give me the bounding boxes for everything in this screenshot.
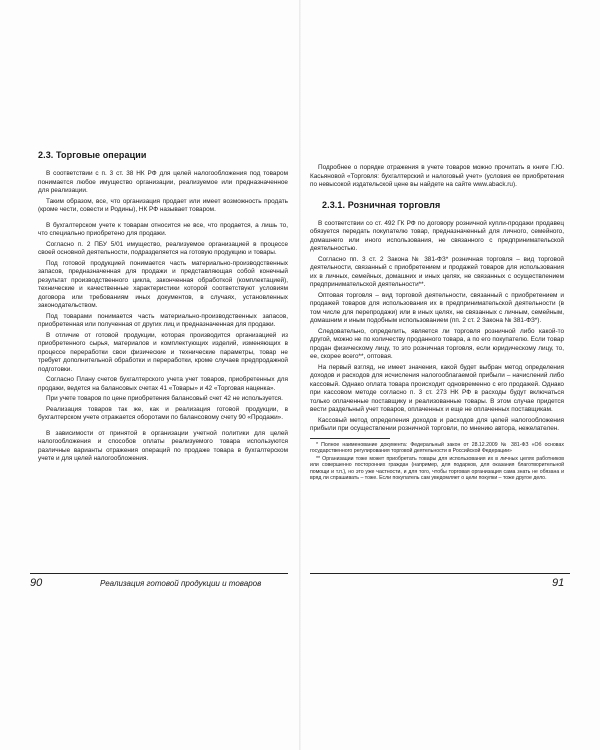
running-title: Реализация готовой продукции и товаров — [100, 579, 262, 588]
right-page — [310, 140, 564, 483]
footnote: * Полное наименование документа: Федеральный закон от 28.12.2009 № 381-ФЗ «Об основах государственного регулирования торговой деятельности в Российской Федерации» — [310, 441, 564, 455]
paragraph: Согласно Плану счетов бухгалтерского учета учет товаров, приобретенных для продажи, ведется на балансовых счетах 41 «Товары» и 42 «Торговая наценка». — [38, 376, 288, 392]
footnote-rule — [310, 438, 390, 439]
paragraph: В соответствии со ст. 492 ГК РФ по договору розничной купли-продажи продавец обязуется передать покупателю товар, предназначенный для личного, семейного, домашнего или иного использования, не связанного с предпринимательской деятельностью. — [310, 219, 564, 252]
footnote: ** Организации тоже может приобретать товары для использования их в личных целях работников или совершенно посторонних граждан (например, для подарков, для оказания благотворительной помощи и т.п.), но это уже частности, и для того, чтобы торговая организация сама знать не обязана и вряд ли спрашивать – тоже. Если покупатель сам уведомляет о цели покупки – тоже другое дело. — [310, 455, 564, 482]
right-page-number: 91 — [552, 577, 565, 589]
section-heading-trade-operations: 2.3. Торговые операции — [38, 150, 147, 160]
paragraph: В зависимости от принятой в организации учетной политики для целей налогообложения и способов оплаты реализуемого товара используются различные варианты отражения операций по продаже товара в бухгалтерском учете и для целей налогообложения. — [38, 429, 288, 462]
paragraph: Под готовой продукцией понимается часть материально-производственных запасов, предназначенная для продажи и представляющая собой конечный результат производственного цикла, законченная обработкой (комплектацией), технические и качественные характеристики которой соответствуют условиям договора или требованиям иных документов, в случаях, установленных законодательством. — [38, 259, 288, 309]
paragraph: Реализация товаров так же, как и реализация готовой продукции, в бухгалтерском учете отражается оборотами по балансовому счету 90 «Продажи». — [38, 405, 288, 421]
paragraph: Согласно пп. 3 ст. 2 Закона № 381-ФЗ* розничная торговля – вид торговой деятельности, связанный с приобретением и продажей товаров для использования их в личных, семейных, домашних и иных целях, не связанных с осуществлением предпринимательской деятельности**. — [310, 255, 564, 288]
left-folio-rule — [30, 573, 288, 574]
paragraph: Таким образом, все, что организация продает или имеет возможность продать (кроме чести, совести и Родины), НК РФ называет товаром. — [38, 197, 288, 213]
intro-paragraph: Подробнее о порядке отражения в учете товаров можно прочитать в книге Г.Ю. Касьяновой «Торговля: бухгалтерский и налоговый учет» (условия ее приобретения по невысокой издательской цене вы найдете на сайте www.aback.ru). — [310, 164, 564, 188]
paragraph: На первый взгляд, не имеет значения, какой будет выбран метод определения доходов и расходов для исчисления налогооблагаемой прибыли – начислений либо кассовый. Однако оплата товара происходит одновременно с его продажей. Однако при кассовом методе согласно п. 3 ст. 273 НК РФ в расходы будут включаться только оплаченные поставщику и реализованные товары. В этом случае придется вести раздельный учет товаров, оплаченных и еще не оплаченных поставщикам. — [310, 363, 564, 413]
paragraph: Следовательно, определить, является ли торговля розничной либо какой-то другой, можно не по количеству проданного товара, а по его покупателю. Если товар продан физическому лицу, то это розничная торговля, если юридическому лицу, то, ее, скорее всего**, оптовая. — [310, 327, 564, 360]
paragraph: Под товарами понимается часть материально-производственных запасов, приобретенная или полученная от других лиц и предназначенная для продажи. — [38, 312, 288, 328]
section-heading-retail-trade: 2.3.1. Розничная торговля — [322, 199, 441, 210]
paragraph: При учете товаров по цене приобретения балансовый счет 42 не используется. — [46, 395, 283, 402]
paragraph: Кассовый метод определения доходов и расходов для целей налогообложения прибыли при осуществлении розничной торговли, по мнению автора, нежелателен. — [310, 416, 564, 432]
right-folio-rule — [310, 573, 570, 574]
paragraph: В соответствии с п. 3 ст. 38 НК РФ для целей налогообложения под товаром понимается любое имущество организации, реализуемое или предназначенное для реализации. — [38, 170, 288, 194]
left-page-number: 90 — [30, 577, 43, 589]
left-page — [38, 140, 288, 466]
paragraph: Согласно п. 2 ПБУ 5/01 имущество, реализуемое организацией в процессе своей основной деятельности, подразделяется на готовую продукцию и товары. — [38, 240, 288, 256]
paragraph: В бухгалтерском учете к товарам относится не все, что продается, а лишь то, что специально приобретено для продажи. — [38, 221, 288, 237]
paragraph: Оптовая торговля – вид торговой деятельности, связанный с приобретением и продажей товаров для использования их в предпринимательской деятельности (в том числе для перепродажи) или в иных целях, не связанных с личным, семейным, домашним и иным подобным использованием (пп. 2 ст. 2 Закона № 381-ФЗ*). — [310, 291, 564, 324]
page-fold — [299, 0, 301, 750]
paragraph: В отличие от готовой продукции, которая производится организацией из приобретенного сырья, материалов и комплектующих изделий, изменяющих в процессе переработки свои физические и технические параметры, товар не требует дополнительной обработки и переработки, кроме случаев предпродажной подготовки. — [38, 331, 288, 373]
